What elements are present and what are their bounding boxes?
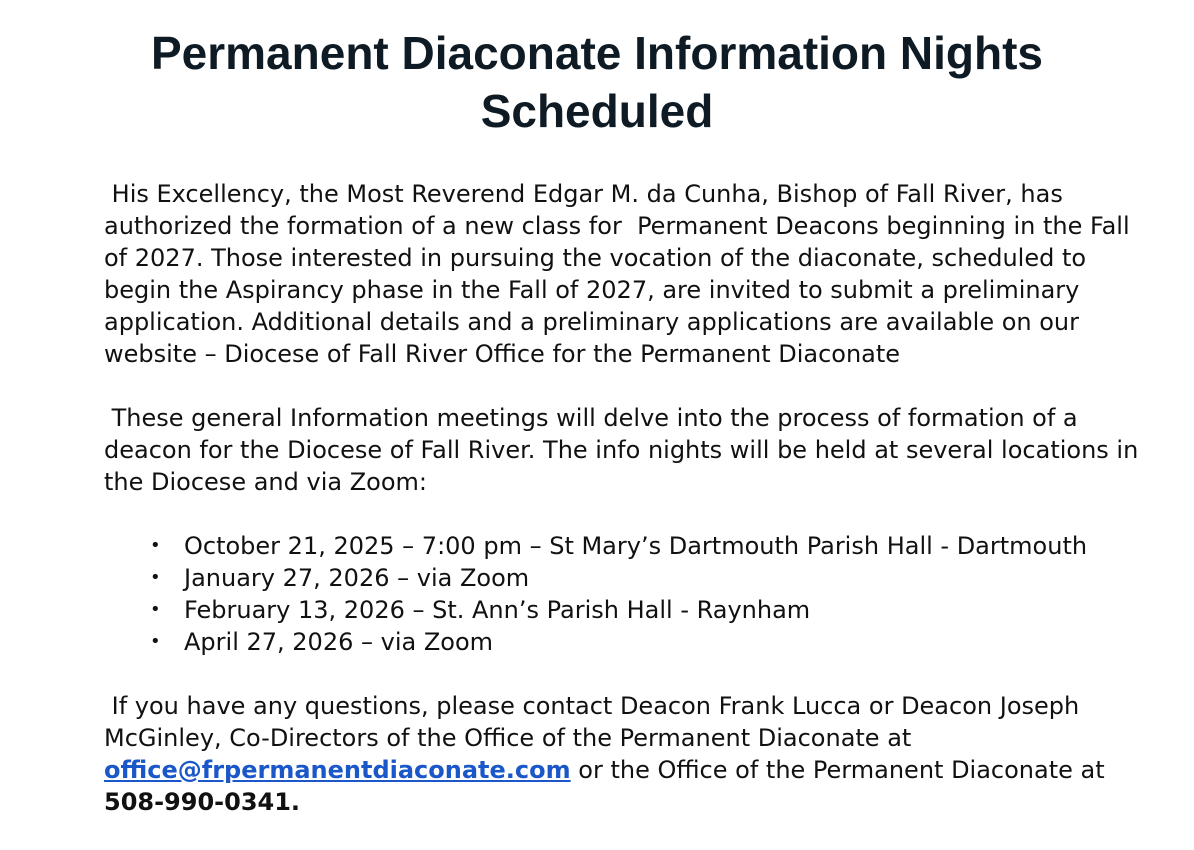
event-text: April 27, 2026 – via Zoom — [184, 628, 494, 656]
event-text: February 13, 2026 – St. Ann’s Parish Hall - Raynham — [184, 596, 811, 624]
page-title: Permanent Diaconate Information Nights Scheduled — [150, 27, 1043, 137]
bullet-icon: • — [150, 631, 161, 652]
email-link[interactable]: office@frpermanentdiaconate.com — [104, 756, 571, 784]
list-item — [150, 530, 1150, 562]
bullet-icon: • — [150, 599, 161, 620]
bullet-icon: • — [150, 535, 161, 556]
list-item — [150, 562, 1150, 594]
contact-intro-text: If you have any questions, please contact Deacon Frank Lucca or Deacon Joseph McGinley, Co-Directors of the Office of the Permanent Diaconate at — [104, 692, 1087, 752]
list-item — [150, 626, 1150, 658]
meetings-paragraph: These general Information meetings will delve into the process of formation of a deacon for the Diocese of Fall River. The info nights will be held at several locations in the Diocese and via Zoom: — [104, 404, 1146, 496]
contact-middle-text: or the Office of the Permanent Diaconate at — [570, 756, 1113, 784]
phone-number: 508-990-0341. — [104, 788, 301, 816]
event-list — [150, 530, 1150, 658]
intro-paragraph: His Excellency, the Most Reverend Edgar M. da Cunha, Bishop of Fall River, has authorized the formation of a new class for Permanent Deacons beginning in the Fall of 2027. Those interested in pursuing the vocation of the diaconate, scheduled to begin the Aspirancy phase in the Fall of 2027, are invited to submit a preliminary application. Additional details and a preliminary applications are available on our website – Diocese of Fall River Office for the Permanent Diaconate — [104, 180, 1138, 368]
list-item — [150, 594, 1150, 626]
contact-paragraph — [104, 690, 1144, 818]
event-text: October 21, 2025 – 7:00 pm – St Mary’s Dartmouth Parish Hall - Dartmouth — [184, 532, 1088, 560]
event-text: January 27, 2026 – via Zoom — [184, 564, 530, 592]
bullet-icon: • — [150, 567, 161, 588]
